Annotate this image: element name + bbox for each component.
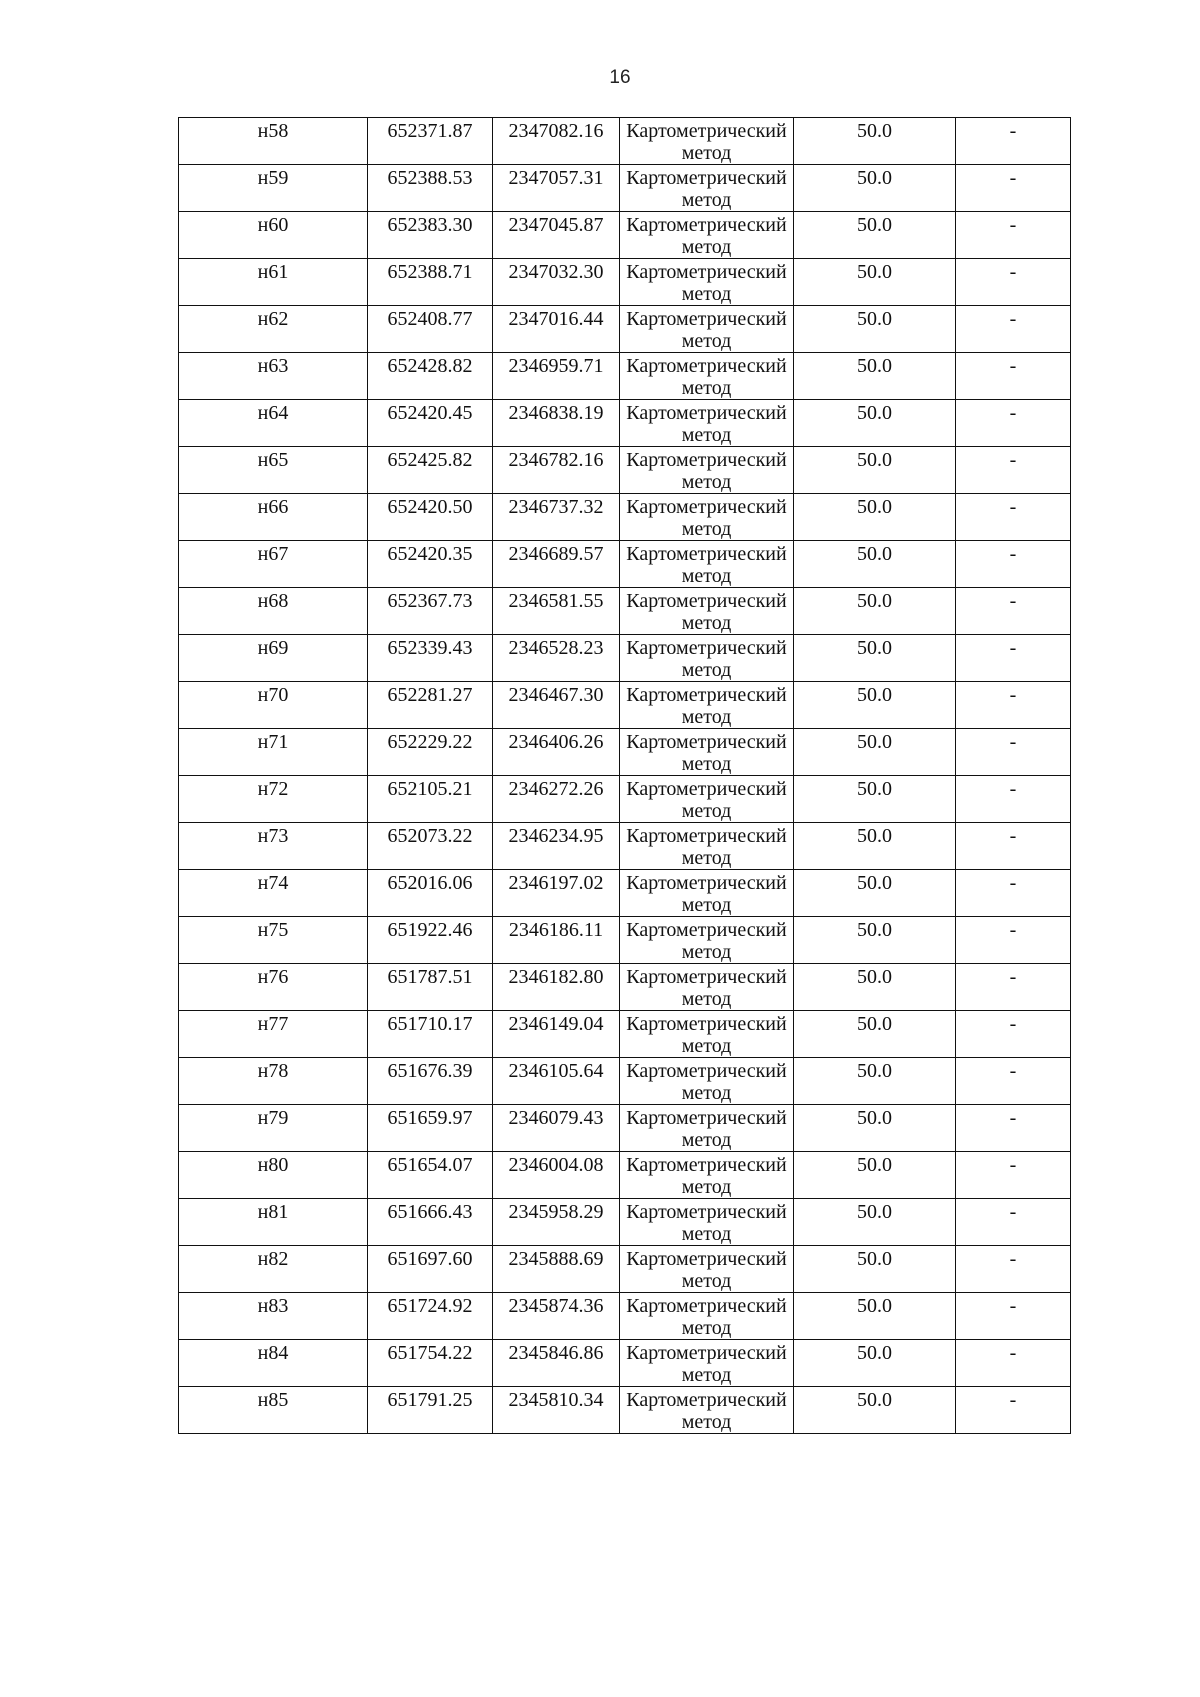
cell-method: Картометрический метод: [620, 917, 794, 964]
cell-note: -: [956, 447, 1071, 494]
cell-point: н84: [179, 1340, 368, 1387]
cell-x-coordinate: 652420.35: [368, 541, 493, 588]
cell-y-coordinate: 2346528.23: [493, 635, 620, 682]
cell-x-coordinate: 652425.82: [368, 447, 493, 494]
cell-method: Картометрический метод: [620, 1152, 794, 1199]
cell-x-coordinate: 652281.27: [368, 682, 493, 729]
cell-method: Картометрический метод: [620, 635, 794, 682]
cell-method: Картометрический метод: [620, 1246, 794, 1293]
cell-point: н68: [179, 588, 368, 635]
cell-point: н73: [179, 823, 368, 870]
cell-precision: 50.0: [794, 165, 956, 212]
cell-y-coordinate: 2347032.30: [493, 259, 620, 306]
cell-x-coordinate: 651654.07: [368, 1152, 493, 1199]
cell-x-coordinate: 652420.45: [368, 400, 493, 447]
cell-method: Картометрический метод: [620, 306, 794, 353]
cell-point: н79: [179, 1105, 368, 1152]
cell-method: Картометрический метод: [620, 1011, 794, 1058]
cell-point: н67: [179, 541, 368, 588]
cell-precision: 50.0: [794, 682, 956, 729]
cell-x-coordinate: 651676.39: [368, 1058, 493, 1105]
cell-x-coordinate: 652073.22: [368, 823, 493, 870]
page-number: 16: [609, 67, 631, 88]
cell-method: Картометрический метод: [620, 259, 794, 306]
cell-precision: 50.0: [794, 729, 956, 776]
table-row: [179, 259, 1071, 306]
cell-y-coordinate: 2346406.26: [493, 729, 620, 776]
cell-precision: 50.0: [794, 306, 956, 353]
cell-note: -: [956, 541, 1071, 588]
cell-note: -: [956, 165, 1071, 212]
table-row: [179, 917, 1071, 964]
cell-point: н72: [179, 776, 368, 823]
cell-note: -: [956, 400, 1071, 447]
cell-y-coordinate: 2346079.43: [493, 1105, 620, 1152]
cell-y-coordinate: 2346689.57: [493, 541, 620, 588]
cell-point: н70: [179, 682, 368, 729]
cell-precision: 50.0: [794, 635, 956, 682]
cell-x-coordinate: 652388.53: [368, 165, 493, 212]
cell-precision: 50.0: [794, 400, 956, 447]
cell-method: Картометрический метод: [620, 682, 794, 729]
cell-y-coordinate: 2347057.31: [493, 165, 620, 212]
cell-x-coordinate: 651666.43: [368, 1199, 493, 1246]
cell-note: -: [956, 823, 1071, 870]
cell-precision: 50.0: [794, 541, 956, 588]
cell-method: Картометрический метод: [620, 588, 794, 635]
cell-point: н63: [179, 353, 368, 400]
cell-x-coordinate: 651754.22: [368, 1340, 493, 1387]
cell-note: -: [956, 259, 1071, 306]
cell-x-coordinate: 652428.82: [368, 353, 493, 400]
cell-method: Картометрический метод: [620, 870, 794, 917]
cell-x-coordinate: 652388.71: [368, 259, 493, 306]
cell-x-coordinate: 652105.21: [368, 776, 493, 823]
cell-note: -: [956, 1340, 1071, 1387]
cell-method: Картометрический метод: [620, 776, 794, 823]
cell-precision: 50.0: [794, 917, 956, 964]
cell-method: Картометрический метод: [620, 1340, 794, 1387]
cell-x-coordinate: 652016.06: [368, 870, 493, 917]
table-row: [179, 588, 1071, 635]
cell-x-coordinate: 652408.77: [368, 306, 493, 353]
cell-x-coordinate: 652367.73: [368, 588, 493, 635]
cell-method: Картометрический метод: [620, 118, 794, 165]
cell-x-coordinate: 651922.46: [368, 917, 493, 964]
cell-x-coordinate: 651791.25: [368, 1387, 493, 1434]
cell-point: н82: [179, 1246, 368, 1293]
cell-precision: 50.0: [794, 1293, 956, 1340]
table-row: [179, 494, 1071, 541]
cell-note: -: [956, 1199, 1071, 1246]
table-row: [179, 400, 1071, 447]
cell-note: -: [956, 1058, 1071, 1105]
cell-precision: 50.0: [794, 964, 956, 1011]
cell-note: -: [956, 1293, 1071, 1340]
cell-note: -: [956, 1246, 1071, 1293]
cell-point: н76: [179, 964, 368, 1011]
cell-note: -: [956, 776, 1071, 823]
cell-y-coordinate: 2346581.55: [493, 588, 620, 635]
cell-note: -: [956, 1152, 1071, 1199]
cell-y-coordinate: 2345958.29: [493, 1199, 620, 1246]
table-row: [179, 118, 1071, 165]
cell-note: -: [956, 682, 1071, 729]
cell-point: н78: [179, 1058, 368, 1105]
cell-y-coordinate: 2346959.71: [493, 353, 620, 400]
cell-note: -: [956, 494, 1071, 541]
cell-note: -: [956, 917, 1071, 964]
cell-point: н65: [179, 447, 368, 494]
table-row: [179, 682, 1071, 729]
table-row: [179, 823, 1071, 870]
cell-point: н62: [179, 306, 368, 353]
cell-precision: 50.0: [794, 1105, 956, 1152]
cell-method: Картометрический метод: [620, 823, 794, 870]
cell-x-coordinate: 652339.43: [368, 635, 493, 682]
cell-method: Картометрический метод: [620, 1293, 794, 1340]
cell-method: Картометрический метод: [620, 212, 794, 259]
cell-precision: 50.0: [794, 870, 956, 917]
cell-method: Картометрический метод: [620, 494, 794, 541]
cell-y-coordinate: 2346234.95: [493, 823, 620, 870]
cell-note: -: [956, 964, 1071, 1011]
cell-y-coordinate: 2346467.30: [493, 682, 620, 729]
coordinates-table: [178, 117, 1071, 1434]
table-row: [179, 353, 1071, 400]
cell-y-coordinate: 2346004.08: [493, 1152, 620, 1199]
cell-method: Картометрический метод: [620, 447, 794, 494]
cell-point: н75: [179, 917, 368, 964]
cell-method: Картометрический метод: [620, 1058, 794, 1105]
cell-y-coordinate: 2345810.34: [493, 1387, 620, 1434]
cell-point: н83: [179, 1293, 368, 1340]
table-row: [179, 1340, 1071, 1387]
cell-note: -: [956, 212, 1071, 259]
cell-point: н64: [179, 400, 368, 447]
cell-precision: 50.0: [794, 1011, 956, 1058]
table-row: [179, 165, 1071, 212]
cell-y-coordinate: 2347045.87: [493, 212, 620, 259]
cell-y-coordinate: 2345874.36: [493, 1293, 620, 1340]
cell-precision: 50.0: [794, 1058, 956, 1105]
cell-point: н69: [179, 635, 368, 682]
cell-note: -: [956, 870, 1071, 917]
table-row: [179, 212, 1071, 259]
cell-point: н61: [179, 259, 368, 306]
cell-y-coordinate: 2346149.04: [493, 1011, 620, 1058]
cell-point: н77: [179, 1011, 368, 1058]
cell-precision: 50.0: [794, 212, 956, 259]
cell-precision: 50.0: [794, 1152, 956, 1199]
cell-method: Картометрический метод: [620, 964, 794, 1011]
cell-note: -: [956, 588, 1071, 635]
cell-x-coordinate: 651697.60: [368, 1246, 493, 1293]
cell-note: -: [956, 1105, 1071, 1152]
cell-precision: 50.0: [794, 494, 956, 541]
cell-y-coordinate: 2346782.16: [493, 447, 620, 494]
cell-method: Картометрический метод: [620, 1387, 794, 1434]
cell-note: -: [956, 1387, 1071, 1434]
cell-point: н85: [179, 1387, 368, 1434]
cell-point: н66: [179, 494, 368, 541]
cell-precision: 50.0: [794, 447, 956, 494]
table-row: [179, 1105, 1071, 1152]
cell-x-coordinate: 652420.50: [368, 494, 493, 541]
cell-y-coordinate: 2346737.32: [493, 494, 620, 541]
table-row: [179, 870, 1071, 917]
coordinates-table-body: [179, 118, 1071, 1434]
cell-precision: 50.0: [794, 823, 956, 870]
cell-point: н81: [179, 1199, 368, 1246]
table-row: [179, 447, 1071, 494]
cell-x-coordinate: 651659.97: [368, 1105, 493, 1152]
cell-y-coordinate: 2346105.64: [493, 1058, 620, 1105]
table-row: [179, 964, 1071, 1011]
cell-y-coordinate: 2345846.86: [493, 1340, 620, 1387]
cell-precision: 50.0: [794, 776, 956, 823]
cell-method: Картометрический метод: [620, 165, 794, 212]
table-row: [179, 541, 1071, 588]
cell-point: н74: [179, 870, 368, 917]
cell-note: -: [956, 729, 1071, 776]
table-row: [179, 1387, 1071, 1434]
cell-y-coordinate: 2345888.69: [493, 1246, 620, 1293]
cell-note: -: [956, 118, 1071, 165]
cell-method: Картометрический метод: [620, 1105, 794, 1152]
cell-method: Картометрический метод: [620, 353, 794, 400]
cell-y-coordinate: 2346838.19: [493, 400, 620, 447]
table-row: [179, 635, 1071, 682]
cell-precision: 50.0: [794, 1199, 956, 1246]
cell-point: н60: [179, 212, 368, 259]
cell-point: н58: [179, 118, 368, 165]
cell-precision: 50.0: [794, 588, 956, 635]
cell-precision: 50.0: [794, 1246, 956, 1293]
cell-note: -: [956, 635, 1071, 682]
cell-y-coordinate: 2346186.11: [493, 917, 620, 964]
cell-method: Картометрический метод: [620, 729, 794, 776]
cell-note: -: [956, 306, 1071, 353]
cell-x-coordinate: 652383.30: [368, 212, 493, 259]
cell-x-coordinate: 652371.87: [368, 118, 493, 165]
cell-note: -: [956, 1011, 1071, 1058]
cell-method: Картометрический метод: [620, 400, 794, 447]
cell-y-coordinate: 2346182.80: [493, 964, 620, 1011]
cell-method: Картометрический метод: [620, 1199, 794, 1246]
table-row: [179, 1058, 1071, 1105]
cell-precision: 50.0: [794, 353, 956, 400]
table-row: [179, 1246, 1071, 1293]
cell-point: н59: [179, 165, 368, 212]
cell-x-coordinate: 652229.22: [368, 729, 493, 776]
cell-precision: 50.0: [794, 1387, 956, 1434]
cell-point: н71: [179, 729, 368, 776]
table-row: [179, 306, 1071, 353]
cell-y-coordinate: 2346197.02: [493, 870, 620, 917]
cell-note: -: [956, 353, 1071, 400]
cell-x-coordinate: 651710.17: [368, 1011, 493, 1058]
table-row: [179, 729, 1071, 776]
table-row: [179, 1199, 1071, 1246]
table-row: [179, 1152, 1071, 1199]
cell-precision: 50.0: [794, 259, 956, 306]
table-row: [179, 776, 1071, 823]
table-row: [179, 1293, 1071, 1340]
cell-y-coordinate: 2346272.26: [493, 776, 620, 823]
cell-precision: 50.0: [794, 1340, 956, 1387]
table-row: [179, 1011, 1071, 1058]
cell-method: Картометрический метод: [620, 541, 794, 588]
cell-y-coordinate: 2347082.16: [493, 118, 620, 165]
cell-precision: 50.0: [794, 118, 956, 165]
cell-y-coordinate: 2347016.44: [493, 306, 620, 353]
cell-point: н80: [179, 1152, 368, 1199]
cell-x-coordinate: 651724.92: [368, 1293, 493, 1340]
cell-x-coordinate: 651787.51: [368, 964, 493, 1011]
